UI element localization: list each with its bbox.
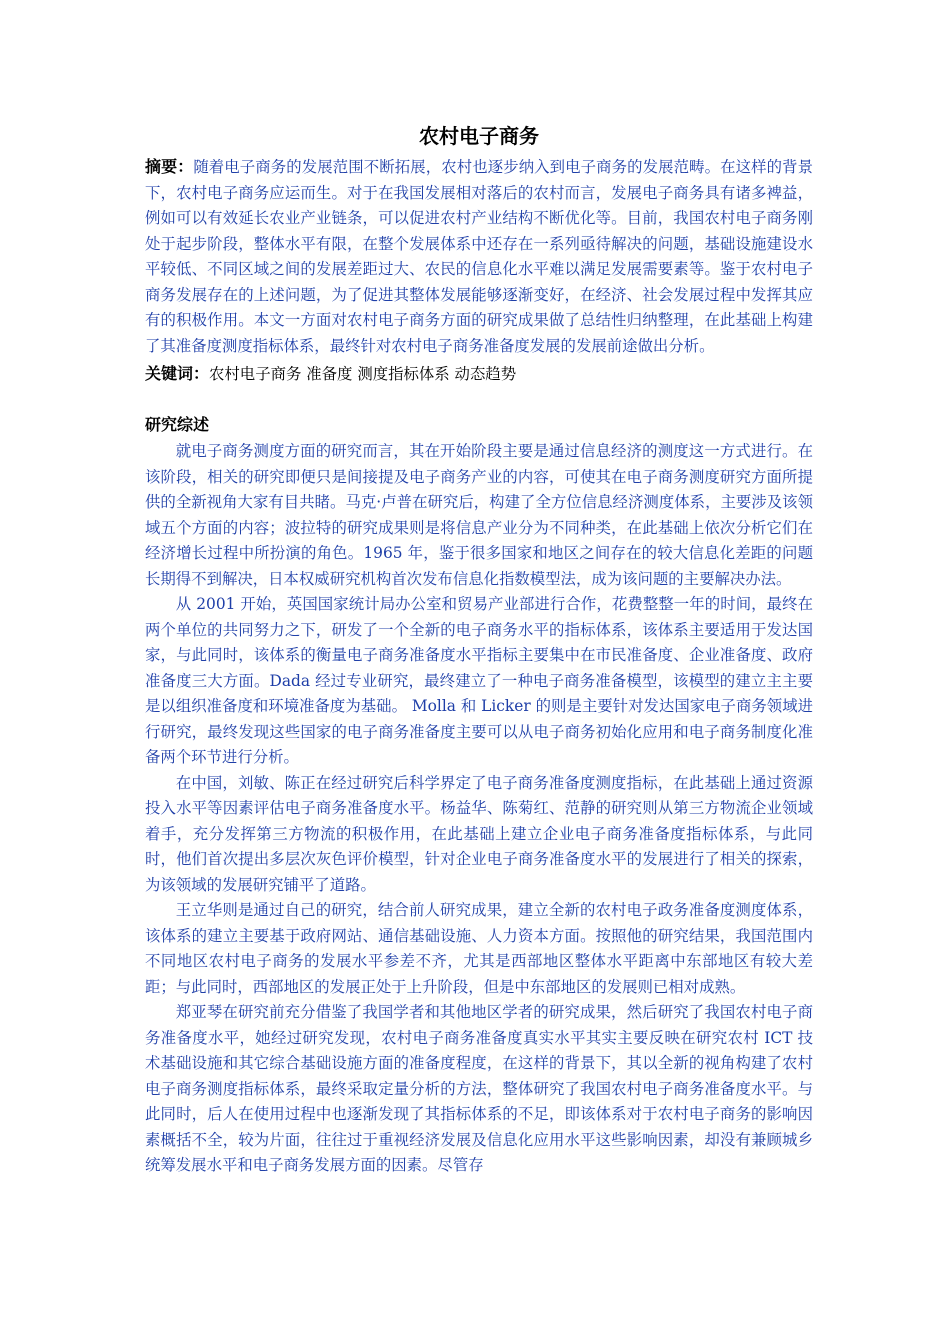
keywords (145, 359, 813, 389)
document-content (145, 118, 813, 1179)
keywords-label: 关键词： (145, 364, 210, 383)
abstract-text: 随着电子商务的发展范围不断拓展，农村也逐步纳入到电子商务的发展范畴。在这样的背景下，农村电子商务应运而生。对于在我国发展相对落后的农村而言，发展电子商务具有诸多裨益，例如可以有效延长农业产业链条，可以促进农村产业结构不断优化等。目前，我国农村电子商务刚处于起步阶段，整体水平有限，在整个发展体系中还存在一系列亟待解决的问题，基础设施建设水平较低、不同区域之间的发展差距过大、农民的信息化水平难以满足发展需要素等。鉴于农村电子商务发展存在的上述问题，为了促进其整体发展能够逐渐变好，在经济、社会发展过程中发挥其应有的积极作用。本文一方面对农村电子商务方面的研究成果做了总结性归纳整理，在此基础上构建了其准备度测度指标体系，最终针对农村电子商务准备度发展的发展前途做出分析。 (145, 158, 813, 355)
paragraph: 在中国，刘敏、陈正在经过研究后科学界定了电子商务准备度测度指标，在此基础上通过资源投入水平等因素评估电子商务准备度水平。杨益华、陈菊红、范静的研究则从第三方物流企业领域着手，充分发挥第三方物流的积极作用，在此基础上建立企业电子商务准备度指标体系，与此同时，他们首次提出多层次灰色评价模型，针对企业电子商务准备度水平的发展进行了相关的探索，为该领域的发展研究铺平了道路。 (145, 773, 813, 894)
abstract-label: 摘要： (145, 157, 194, 176)
section-title: 研究综述 (145, 415, 210, 434)
keywords-text: 农村电子商务 准备度 测度指标体系 动态趋势 (209, 365, 517, 383)
abstract (145, 154, 813, 359)
document-title: 农村电子商务 (419, 124, 539, 148)
paragraph: 王立华则是通过自己的研究，结合前人研究成果，建立全新的农村电子政务准备度测度体系，该体系的建立主要基于政府网站、通信基础设施、人力资本方面。按照他的研究结果，我国范围内不同地区农村电子商务的发展水平参差不齐，尤其是西部地区整体水平距离中东部地区有较大差距；与此同时，西部地区的发展正处于上升阶段，但是中东部地区的发展则已相对成熟。 (145, 901, 813, 996)
paragraph: 郑亚琴在研究前充分借鉴了我国学者和其他地区学者的研究成果，然后研究了我国农村电子商务准备度水平，她经过研究发现，农村电子商务准备度真实水平其实主要反映在研究农村 ICT 技术基础设施和其它综合基础设施方面的准备度程度，在这样的背景下，其以全新的视角构建了农村电子商务测度指标体系，最终采取定量分析的方法，整体研究了我国农村电子商务准备度水平。与此同时，后人在使用过程中也逐渐发现了其指标体系的不足，即该体系对于农村电子商务的影响因素概括不全，较为片面，往往过于重视经济发展及信息化应用水平这些影响因素，却没有兼顾城乡统筹发展水平和电子商务发展方面的因素。尽管存 (145, 1003, 813, 1174)
paragraph: 就电子商务测度方面的研究而言，其在开始阶段主要是通过信息经济的测度这一方式进行。在该阶段，相关的研究即便只是间接提及电子商务产业的内容，可使其在电子商务测度研究方面所提供的全新视角大家有目共睹。马克·卢普在研究后，构建了全方位信息经济测度体系，主要涉及该领域五个方面的内容；波拉特的研究成果则是将信息产业分为不同种类，在此基础上依次分析它们在经济增长过程中所扮演的角色。1965 年，鉴于很多国家和地区之间存在的较大信息化差距的问题长期得不到解决，日本权威研究机构首次发布信息化指数模型法，成为该问题的主要解决办法。 (145, 442, 813, 588)
paragraph: 从 2001 开始，英国国家统计局办公室和贸易产业部进行合作，花费整整一年的时间，最终在两个单位的共同努力之下，研发了一个全新的电子商务水平的指标体系，该体系主要适用于发达国家，与此同时，该体系的衡量电子商务准备度水平指标主要集中在市民准备度、企业准备度、政府准备度三大方面。Dada 经过专业研究，最终建立了一种电子商务准备模型，该模型的建立主主要是以组织准备度和环境准备度为基础。 Molla 和 Licker 的则是主要针对发达国家电子商务领域进行研究，最终发现这些国家的电子商务准备度主要可以从电子商务初始化应用和电子商务制度化准备两个环节进行分析。 (145, 595, 813, 766)
